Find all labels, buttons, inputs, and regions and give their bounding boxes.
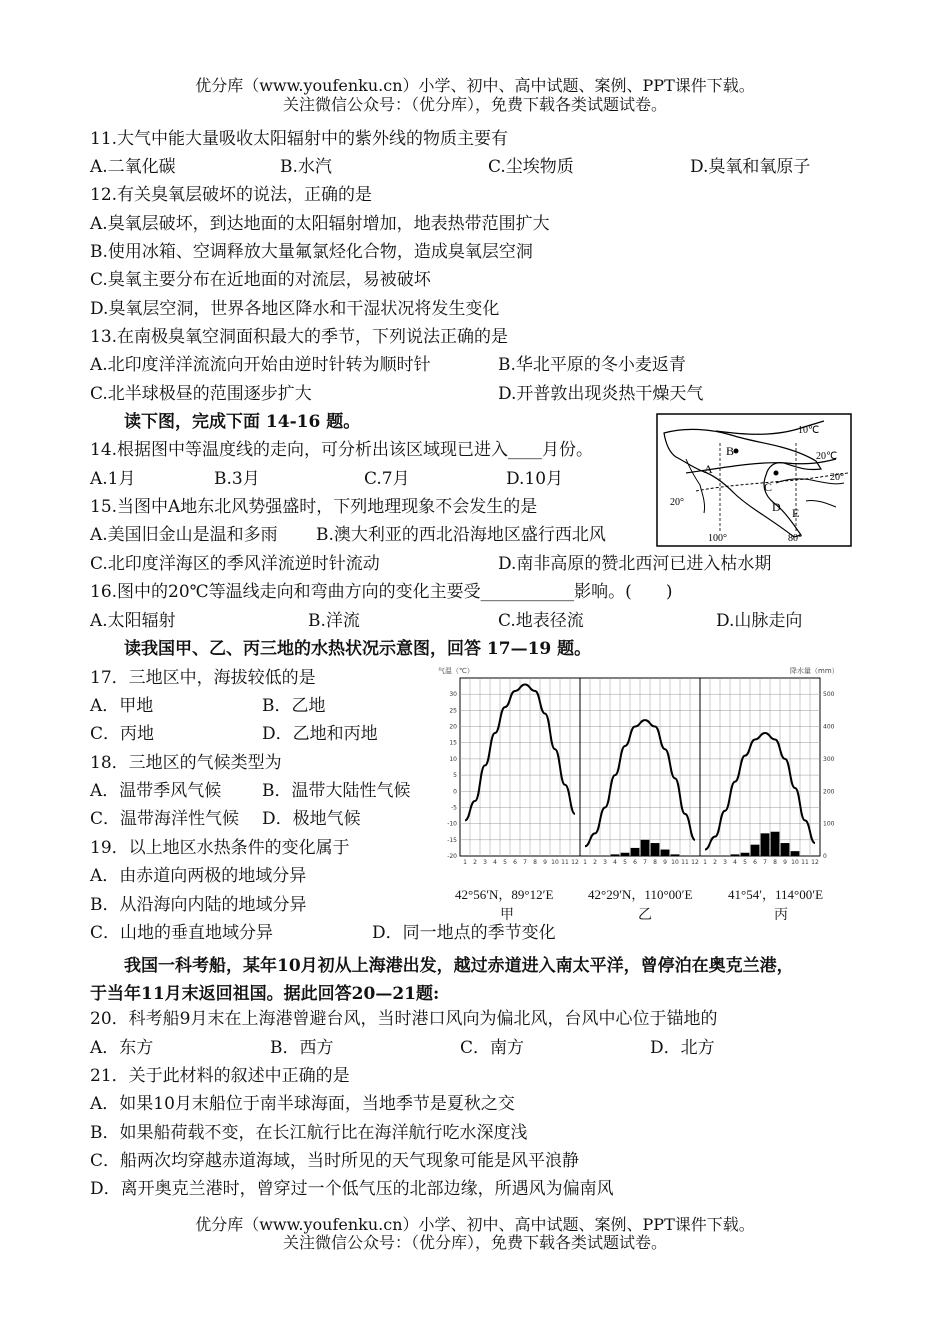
q12-option-c: C.臭氧主要分布在近地面的对流层，易被破坏 [90, 270, 431, 290]
precip-tick-label: 500 [823, 691, 835, 699]
q17-option-b: B．乙地 [262, 696, 326, 716]
label-b: B [726, 444, 735, 458]
q16-option-b: B.洋流 [308, 611, 360, 631]
month-tick-label: 6 [513, 859, 517, 866]
precip-tick-label: 100 [823, 820, 835, 828]
q16-stem: 16.图中的20℃等温线走向和弯曲方向的变化主要受___________影响。( ) [90, 582, 673, 602]
temp-tick-label: -20 [447, 853, 457, 860]
header-line-1: 优分库（www.youfenku.cn）小学、初中、高中试题、案例、PPT课件下载。 [195, 76, 755, 95]
q16-option-c: C.地表径流 [498, 611, 584, 631]
month-tick-label: 8 [773, 859, 777, 866]
q13-option-b: B.华北平原的冬小麦返青 [498, 355, 686, 375]
q21-option-b: B．如果船荷载不变，在长江航行比在海洋航行吃水深度浅 [90, 1123, 528, 1143]
month-tick-label: 9 [783, 859, 787, 866]
month-tick-label: 11 [561, 859, 569, 866]
month-tick-label: 3 [723, 859, 727, 866]
q19-option-a: A．由赤道向两极的地域分异 [90, 866, 307, 886]
month-tick-label: 1 [583, 859, 587, 866]
month-tick-label: 1 [463, 859, 467, 866]
temp-tick-label: -10 [447, 820, 457, 828]
intro-20-21-cont: 于当年11月末返回祖国。据此回答20—21题: [90, 984, 440, 1004]
temp-tick-label: 15 [449, 739, 457, 747]
station-3-name: 丙 [774, 908, 788, 923]
station-1-name: 甲 [500, 908, 514, 923]
header-line-2: 关注微信公众号：（优分库），免费下载各类试题试卷。 [282, 95, 667, 114]
label-d: D [772, 500, 781, 514]
precip-bar [671, 854, 680, 856]
month-tick-label: 5 [503, 859, 507, 866]
q13-stem: 13.在南极臭氧空洞面积最大的季节，下列说法正确的是 [90, 327, 509, 347]
label-c: C [764, 480, 773, 494]
precip-bar [651, 843, 660, 856]
precip-bar [791, 851, 800, 856]
q16-option-d: D.山脉走向 [716, 611, 803, 631]
central-america-map [656, 413, 852, 547]
q17-option-a: A．甲地 [90, 696, 154, 716]
month-tick-label: 9 [663, 859, 667, 866]
label-20c: 20℃ [816, 451, 838, 462]
temp-tick-label: -5 [451, 804, 457, 812]
q11-option-a: A.二氧化碳 [90, 157, 176, 177]
q18-option-c: C．温带海洋性气候 [90, 809, 240, 829]
q11-option-c: C.尘埃物质 [488, 157, 574, 177]
precip-bar [751, 845, 760, 856]
intro-14-16: 读下图，完成下面 14-16 题。 [124, 412, 361, 432]
q17-option-d: D．乙地和丙地 [262, 724, 378, 744]
precip-bar [631, 848, 640, 856]
precip-bar [781, 843, 790, 856]
precip-bar [761, 833, 770, 856]
month-tick-label: 12 [571, 859, 579, 866]
q15-option-b: B.澳大利亚的西北沿海地区盛行西北风 [316, 525, 606, 545]
q12-option-b: B.使用冰箱、空调释放大量氟氯烃化合物，造成臭氧层空洞 [90, 242, 533, 262]
month-tick-label: 2 [593, 859, 597, 866]
climate-chart [436, 664, 844, 872]
label-10c: 10℃ [798, 425, 820, 436]
label-20-left: 20° [670, 497, 684, 508]
precip-tick-label: 200 [823, 788, 835, 796]
month-tick-label: 7 [763, 859, 767, 866]
intro-17-19: 读我国甲、乙、丙三地的水热状况示意图，回答 17—19 题。 [124, 639, 592, 659]
intro-20-21: 我国一科考船，某年10月初从上海港出发，越过赤道进入南太平洋，曾停泊在奥克兰港， [124, 956, 794, 976]
month-tick-label: 4 [733, 859, 737, 866]
temp-tick-label: 0 [453, 788, 457, 796]
month-tick-label: 3 [483, 859, 487, 866]
month-tick-label: 8 [653, 859, 657, 866]
month-tick-label: 10 [671, 859, 679, 866]
q21-stem: 21．关于此材料的叙述中正确的是 [90, 1066, 350, 1086]
q19-stem: 19．以上地区水热条件的变化属于 [90, 838, 350, 858]
temp-tick-label: 5 [453, 772, 457, 780]
month-tick-label: 3 [603, 859, 607, 866]
q20-option-a: A．东方 [90, 1038, 154, 1058]
q21-option-a: A．如果10月末船位于南半球海面，当地季节是夏秋之交 [90, 1094, 515, 1114]
q18-option-b: B．温带大陆性气候 [262, 781, 411, 801]
precip-bar [641, 840, 650, 856]
month-tick-label: 7 [643, 859, 647, 866]
precip-bar [741, 853, 750, 856]
temp-tick-label: 25 [449, 707, 457, 715]
temp-tick-label: -15 [447, 836, 457, 844]
precip-bar [621, 853, 630, 856]
precip-bar [611, 854, 620, 856]
q20-stem: 20．科考船9月末在上海港曾避台风，当时港口风向为偏北风，台风中心位于锚地的 [90, 1009, 718, 1029]
label-100: 100° [708, 533, 727, 544]
station-3-coord: 41°54′，114°00′E [728, 887, 824, 902]
q16-option-a: A.太阳辐射 [90, 611, 176, 631]
q19-option-c: C．山地的垂直地域分异 [90, 923, 274, 943]
month-tick-label: 10 [551, 859, 559, 866]
label-20-right: 20° [830, 472, 844, 483]
station-2-coord: 42°29′N，110°00′E [588, 887, 693, 902]
month-tick-label: 2 [713, 859, 717, 866]
q12-option-a: A.臭氧层破坏，到达地面的太阳辐射增加，地表热带范围扩大 [90, 214, 550, 234]
q18-stem: 18．三地区的气候类型为 [90, 753, 282, 773]
temp-axis-label: 气温（℃） [438, 667, 474, 675]
precip-bar [771, 832, 780, 856]
q19-option-d: D．同一地点的季节变化 [372, 923, 556, 943]
precip-tick-label: 300 [823, 755, 835, 763]
precip-axis-label: 降水量（mm） [790, 667, 839, 675]
month-tick-label: 6 [633, 859, 637, 866]
q12-stem: 12.有关臭氧层破坏的说法，正确的是 [90, 185, 373, 205]
q14-option-d: D.10月 [506, 469, 564, 489]
precip-bars [611, 832, 800, 856]
month-tick-label: 4 [613, 859, 617, 866]
q14-stem: 14.根据图中等温度线的走向，可分析出该区域现已进入____月份。 [90, 440, 594, 460]
precip-tick-label: 0 [823, 853, 827, 860]
precip-bar [731, 854, 740, 856]
q14-option-b: B.3月 [214, 469, 260, 489]
precip-bar [661, 850, 670, 856]
q19-option-b: B．从沿海向内陆的地域分异 [90, 895, 307, 915]
point-c-marker [774, 471, 779, 476]
month-tick-label: 7 [523, 859, 527, 866]
q13-option-c: C.北半球极昼的范围逐步扩大 [90, 384, 312, 404]
q12-option-d: D.臭氧层空洞，世界各地区降水和干湿状况将发生变化 [90, 299, 500, 319]
q20-option-b: B．西方 [270, 1038, 334, 1058]
q13-option-a: A.北印度洋洋流流向开始由逆时针转为顺时针 [90, 355, 431, 375]
month-tick-label: 12 [811, 859, 819, 866]
station-1-coord: 42°56′N，89°12′E [455, 887, 554, 902]
footer-line-2: 关注微信公众号：（优分库），免费下载各类试题试卷。 [282, 1233, 667, 1252]
label-80: 80° [788, 533, 802, 544]
q15-stem: 15.当图中A地东北风势强盛时，下列地理现象不会发生的是 [90, 497, 538, 517]
month-tick-label: 10 [791, 859, 799, 866]
q11-option-b: B.水汽 [280, 157, 332, 177]
month-tick-label: 11 [681, 859, 689, 866]
month-tick-label: 11 [801, 859, 809, 866]
month-tick-label: 6 [753, 859, 757, 866]
month-tick-label: 9 [543, 859, 547, 866]
q18-option-a: A．温带季风气候 [90, 781, 222, 801]
q20-option-c: C．南方 [460, 1038, 525, 1058]
month-tick-label: 2 [473, 859, 477, 866]
month-tick-label: 8 [533, 859, 537, 866]
label-a: A [704, 462, 713, 476]
month-tick-label: 5 [623, 859, 627, 866]
temp-tick-label: 20 [449, 723, 457, 731]
month-tick-label: 1 [703, 859, 707, 866]
precip-tick-label: 400 [823, 723, 835, 731]
label-e: E [792, 506, 800, 520]
chart-grid [460, 678, 820, 856]
q11-option-d: D.臭氧和氧原子 [690, 157, 811, 177]
q15-option-a: A.美国旧金山是温和多雨 [90, 525, 278, 545]
q15-option-d: D.南非高原的赞北西河已进入枯水期 [498, 554, 772, 574]
q21-option-d: D．离开奥克兰港时，曾穿过一个低气压的北部边缘，所遇风为偏南风 [90, 1179, 614, 1199]
station-2-name: 乙 [638, 908, 652, 923]
q13-option-d: D.开普敦出现炎热干燥天气 [498, 384, 704, 404]
temp-tick-label: 30 [449, 691, 457, 699]
month-tick-label: 5 [743, 859, 747, 866]
temp-tick-label: 10 [449, 755, 457, 763]
footer-line-1: 优分库（www.youfenku.cn）小学、初中、高中试题、案例、PPT课件下载。 [195, 1215, 755, 1234]
point-b-marker [734, 449, 739, 454]
q18-option-d: D．极地气候 [262, 809, 361, 829]
q17-stem: 17．三地区中，海拔较低的是 [90, 668, 316, 688]
q20-option-d: D．北方 [650, 1038, 715, 1058]
month-tick-label: 12 [691, 859, 699, 866]
q21-option-c: C．船两次均穿越赤道海域，当时所见的天气现象可能是风平浪静 [90, 1151, 580, 1171]
q14-option-a: A.1月 [90, 469, 136, 489]
q11-stem: 11.大气中能大量吸收太阳辐射中的紫外线的物质主要有 [90, 129, 509, 149]
month-tick-label: 4 [493, 859, 497, 866]
q15-option-c: C.北印度洋海区的季风洋流逆时针流动 [90, 554, 380, 574]
q14-option-c: C.7月 [364, 469, 410, 489]
q17-option-c: C．丙地 [90, 724, 155, 744]
